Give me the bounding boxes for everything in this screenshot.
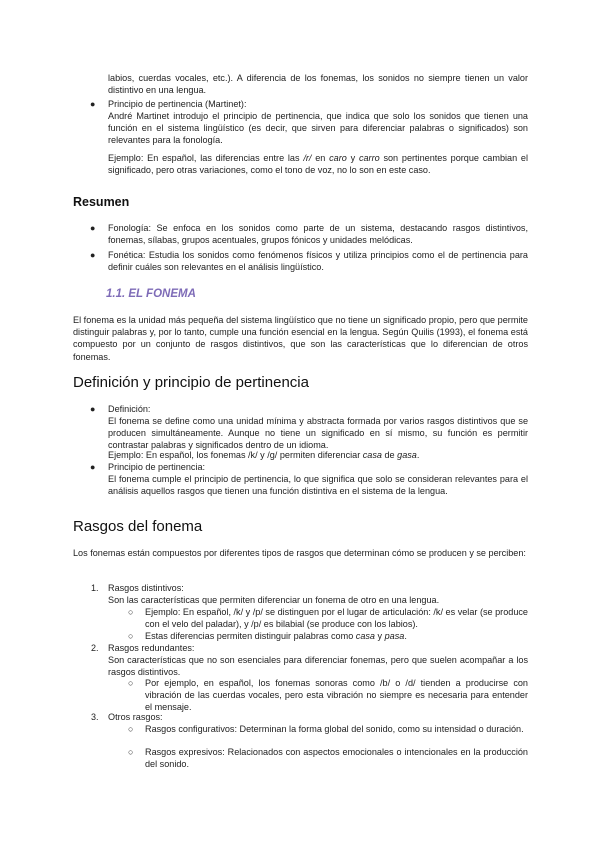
rasgos-distintivos-text: Son las características que permiten diferenciar un fonema de otro en una lengua. [108,595,440,605]
bullet-icon: ● [90,250,96,260]
resumen-heading: Resumen [73,195,130,209]
circle-bullet-icon: ○ [128,747,134,757]
definicion-title: Definición: [108,404,151,414]
rasgos-intro: Los fonemas están compuestos por diferentes tipos de rasgos que determinan cómo se producen y se perciben: [73,548,526,558]
definicion-text: El fonema se define como una unidad mínima y abstracta formada por varios rasgos distintivos que se producen simultáneamente. Aunque no tiene un significado en sí mismo, su función es permitir contrastar palabras y significados dentro de un idioma. [108,416,528,451]
rasgos-redundantes-example: Por ejemplo, en español, los fonemas sonoras como /b/ o /d/ tienden a producirse con vibración de las cuerdas vocales, pero esta vibración no siempre es necesaria para entender el mensaje. [145,678,528,713]
resumen-item-fonetica: Fonética: Estudia los sonidos como fenómenos físicos y utiliza principios como el de pertinencia para definir cuáles son relevantes en el análisis lingüístico. [108,250,528,273]
rasgos-redundantes-text: Son características que no son esenciales para diferenciar fonemas, pero que suelen acompañar a los rasgos distintivos. [108,655,528,678]
rasgos-heading: Rasgos del fonema [73,518,203,535]
pertinencia-title: Principio de pertinencia (Martinet): [108,99,247,109]
fonema-paragraph: El fonema es la unidad más pequeña del sistema lingüístico que no tiene un significado propio, pero que permite distinguir palabras y, por lo tanto, cumple una función esencial en la lengua. Según Quilis (1993), el fonema está compuesto por un conjunto de rasgos distintivos, que son las características que lo diferencian de otros fonemas. [73,315,528,362]
bullet-icon: ● [90,223,96,233]
pertinencia-text: André Martinet introdujo el principio de pertinencia, que indica que solo los sonidos que tienen una función en el sistema lingüístico (es decir, que sirven para diferenciar palabras o significados) son relevantes para la fonología. [108,111,528,146]
resumen-item-fonologia: Fonología: Se enfoca en los sonidos como parte de un sistema, destacando rasgos distintivos, fonemas, sílabas, grupos acentuales, grupos fónicos y unidades melódicas. [108,223,528,246]
rasgos-expresivos: Rasgos expresivos: Relacionados con aspectos emocionales o intencionales en la producción del sonido. [145,747,528,770]
circle-bullet-icon: ○ [128,724,134,734]
circle-bullet-icon: ○ [128,631,134,641]
rasgos-distintivos-title: Rasgos distintivos: [108,583,184,593]
rasgos-configurativos: Rasgos configurativos: Determinan la forma global del sonido, como su intensidad o duración. [145,724,524,734]
pertinencia2-text: El fonema cumple el principio de pertinencia, lo que significa que solo se consideran relevantes para el análisis aquellos rasgos que tienen una función distintiva en el sistema de la lengua. [108,474,528,497]
definicion-example: Ejemplo: En español, los fonemas /k/ y /g/ permiten diferenciar casa de gasa. [108,450,420,460]
bullet-icon: ● [90,404,96,414]
list-number: 2. [91,643,99,653]
bullet-icon: ● [90,99,96,109]
rasgos-redundantes-title: Rasgos redundantes: [108,643,195,653]
circle-bullet-icon: ○ [128,678,134,688]
definicion-heading: Definición y principio de pertinencia [73,374,309,391]
bullet-icon: ● [90,462,96,472]
fonema-heading: 1.1. EL FONEMA [106,288,196,300]
intro-continuation: labios, cuerdas vocales, etc.). A diferencia de los fonemas, los sonidos no siempre tienen un valor distintivo en una lengua. [108,73,528,96]
pertinencia2-title: Principio de pertinencia: [108,462,206,472]
list-number: 1. [91,583,99,593]
rasgos-distintivos-example: Ejemplo: En español, /k/ y /p/ se distinguen por el lugar de articulación: /k/ es velar (se produce con el velo del paladar), y /p/ es bilabial (se produce con los labios). [145,607,528,630]
rasgos-distintivos-note: Estas diferencias permiten distinguir palabras como casa y pasa. [145,631,407,641]
pertinencia-example: Ejemplo: En español, las diferencias entre las /r/ en caro y carro son pertinentes porque cambian el significado, pero otras variaciones, como el tono de voz, no lo son en este caso. [108,153,528,176]
circle-bullet-icon: ○ [128,607,134,617]
otros-rasgos-title: Otros rasgos: [108,712,163,722]
list-number: 3. [91,712,99,722]
